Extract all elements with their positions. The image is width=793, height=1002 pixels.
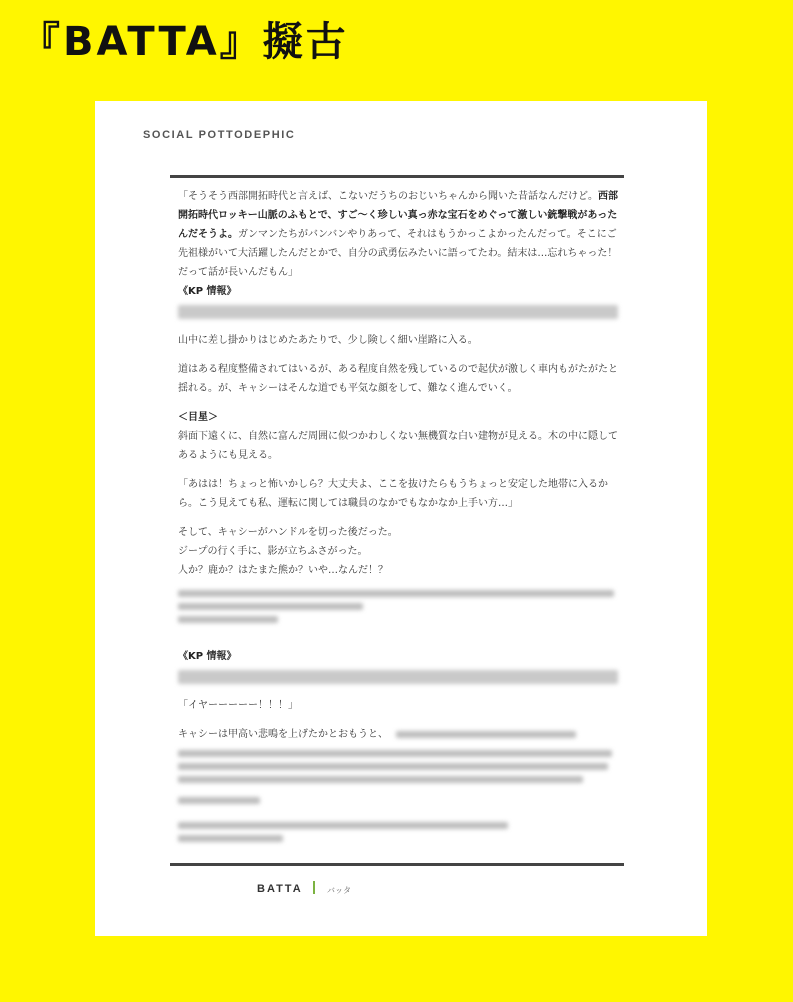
redacted-line — [178, 590, 614, 597]
intro-text-bold: 西部開拓時代ロッキー山脈のふもとで、すご～く珍しい真っ赤な宝石をめぐって激しい銃撃戦があったんだそうよ。 — [178, 191, 618, 240]
cathy-scream-text: キャシーは甲高い悲鳴を上げたかとおもうと、 — [178, 729, 388, 740]
redacted-line — [178, 822, 508, 829]
kp-heading: 《KP 情報》 — [178, 286, 237, 297]
narration-line: ジープの行く手に、影が立ちふさがった。 — [178, 546, 368, 557]
redacted-block — [178, 670, 618, 684]
paragraph: 道はある程度整備されてはいるが、ある程度自然を残しているので起伏が激しく車内もがたがたと揺れる。が、キャシーはそんな道でも平気な顔をして、難なく進んでいく。 — [178, 364, 618, 394]
banner-title: 『BATTA』擬古 — [20, 19, 349, 65]
narration-line: そして、キャシーがハンドルを切った後だった。 — [178, 527, 398, 538]
quote-paragraph: 「あはは！ちょっと怖いかしら？大丈夫よ、ここを抜けたらもうちょっと安定した地帯に入るから。こう見えても私、運転に関しては職員のなかでもなかなか上手い方…」 — [178, 479, 608, 509]
top-rule — [170, 175, 624, 178]
header-label: SOCIAL POTTODEPHIC — [143, 129, 296, 141]
redacted-line — [178, 797, 260, 804]
paragraph: 山中に差し掛かりはじめたあたりで、少し険しく細い崖路に入る。 — [178, 335, 478, 346]
footer-separator — [313, 881, 315, 894]
redacted-line — [396, 731, 576, 738]
kp-heading: 《KP 情報》 — [178, 651, 237, 662]
intro-text-1: 「そうそう西部開拓時代と言えば、こないだうちのおじいちゃんから聞いた昔話なんだけど。 — [178, 191, 598, 202]
intro-text-2: ガンマンたちがバンバンやりあって、それはもうかっこよかったんだって。そこにご先祖様がいて大活躍したんだとかで、自分の武勇伝みたいに語ってたわ。結末は…忘れちゃった！だって話が長いんだもん」 — [178, 229, 618, 278]
scream-line: 「イヤーーーーー！！！」 — [178, 700, 298, 711]
narration-line: 人か？鹿か？はたまた熊か？いや…なんだ！？ — [178, 565, 388, 576]
paragraph: 斜面下遠くに、自然に富んだ周囲に似つかわしくない無機質な白い建物が見える。木の中に隠してあるようにも見える。 — [178, 431, 618, 461]
document-page — [95, 101, 707, 936]
redacted-line — [178, 616, 278, 623]
intro-paragraph — [178, 187, 618, 282]
footer-brand: BATTA — [257, 883, 303, 895]
bottom-rule — [170, 863, 624, 866]
redacted-line — [178, 603, 363, 610]
redacted-line — [178, 835, 283, 842]
redacted-paragraph — [178, 590, 618, 623]
document-body — [178, 187, 618, 856]
redacted-line — [178, 763, 608, 770]
redacted-line — [178, 776, 583, 783]
redacted-paragraph — [178, 822, 618, 842]
redacted-block — [178, 305, 618, 319]
target-heading: ＜目星＞ — [178, 412, 218, 423]
redacted-paragraph — [178, 725, 618, 783]
redacted-line — [178, 750, 612, 757]
footer-subtitle: バッタ — [327, 886, 351, 895]
